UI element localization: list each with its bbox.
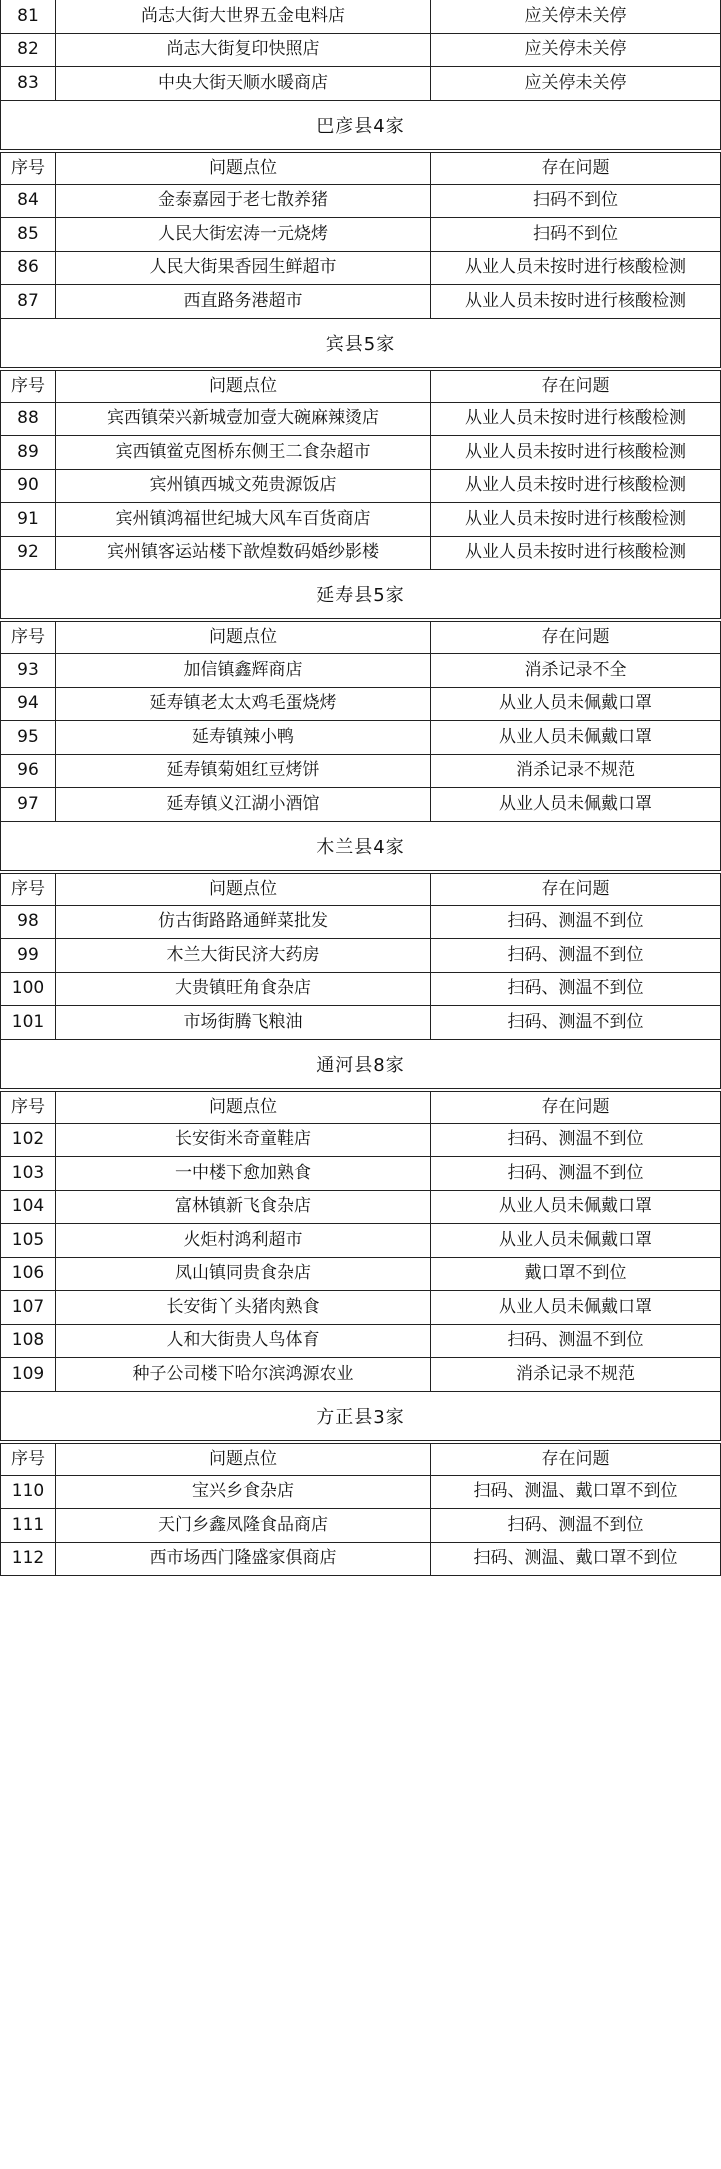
- table-row: [0, 1358, 721, 1392]
- row-location: 人民大街宏涛一元烧烤: [56, 218, 431, 251]
- table-row: [0, 939, 721, 973]
- row-number: 87: [1, 285, 56, 318]
- table-row: [0, 503, 721, 537]
- row-location: 长安街丫头猪肉熟食: [56, 1291, 431, 1324]
- header-num: 序号: [1, 1444, 56, 1475]
- row-location: 大贵镇旺角食杂店: [56, 973, 431, 1006]
- row-location: 宾州镇鸿福世纪城大风车百货商店: [56, 503, 431, 536]
- table-row: [0, 1191, 721, 1225]
- row-issue: 应关停未关停: [524, 5, 627, 26]
- row-issue: 消杀记录不全: [524, 659, 627, 680]
- row-issue: 从业人员未按时进行核酸检测: [465, 290, 686, 311]
- row-number: 101: [1, 1006, 56, 1039]
- county-section-title: 延寿县5家: [0, 570, 721, 619]
- table-row: [0, 1476, 721, 1510]
- header-num: 序号: [1, 874, 56, 905]
- row-number: 99: [1, 939, 56, 972]
- row-number: 96: [1, 755, 56, 788]
- row-number: 103: [1, 1157, 56, 1190]
- row-issue: 扫码不到位: [533, 223, 618, 244]
- row-location: 加信镇鑫辉商店: [56, 654, 431, 687]
- table-row: [0, 67, 721, 101]
- table-row: [0, 1258, 721, 1292]
- row-issue: 应关停未关停: [524, 39, 627, 60]
- row-location: 西直路务港超市: [56, 285, 431, 318]
- table-row: [0, 1543, 721, 1577]
- row-location: 市场街腾飞粮油: [56, 1006, 431, 1039]
- row-number: 107: [1, 1291, 56, 1324]
- row-location: 宾西镇荣兴新城壹加壹大碗麻辣烫店: [56, 403, 431, 436]
- row-number: 112: [1, 1543, 56, 1576]
- table-row: [0, 218, 721, 252]
- header-issue: 存在问题: [541, 627, 610, 647]
- row-number: 95: [1, 721, 56, 754]
- row-issue: 扫码、测温不到位: [507, 1162, 644, 1183]
- row-number: 89: [1, 436, 56, 469]
- county-section-title: 通河县8家: [0, 1040, 721, 1089]
- table-header-row: [0, 152, 721, 185]
- row-location: 木兰大街民济大药房: [56, 939, 431, 972]
- row-number: 91: [1, 503, 56, 536]
- county-section-title: 宾县5家: [0, 319, 721, 368]
- table-header-row: [0, 370, 721, 403]
- row-issue: 从业人员未佩戴口罩: [499, 726, 652, 747]
- table-row: [0, 1157, 721, 1191]
- table-row: [0, 1509, 721, 1543]
- row-location: 宾西镇鲎克图桥东侧王二食杂超市: [56, 436, 431, 469]
- row-location: 火炬村鸿利超市: [56, 1224, 431, 1257]
- header-issue: 存在问题: [541, 375, 610, 396]
- row-number: 111: [1, 1509, 56, 1542]
- row-issue: 戴口罩不到位: [524, 1263, 627, 1284]
- row-number: 108: [1, 1325, 56, 1358]
- row-number: 94: [1, 688, 56, 721]
- header-num: 序号: [1, 622, 56, 653]
- row-number: 100: [1, 973, 56, 1006]
- row-issue: 扫码、测温、戴口罩不到位: [473, 1481, 678, 1502]
- row-location: 延寿镇菊姐红豆烤饼: [56, 755, 431, 788]
- table-row: [0, 185, 721, 219]
- row-issue: 从业人员未佩戴口罩: [499, 793, 652, 814]
- row-issue: 从业人员未佩戴口罩: [499, 1296, 652, 1317]
- row-issue: 从业人员未佩戴口罩: [499, 693, 652, 714]
- row-location: 延寿镇老太太鸡毛蛋烧烤: [56, 688, 431, 721]
- table-row: [0, 755, 721, 789]
- table-row: [0, 1325, 721, 1359]
- header-location: 问题点位: [56, 371, 431, 402]
- row-issue: 从业人员未按时进行核酸检测: [465, 408, 686, 429]
- row-number: 92: [1, 537, 56, 570]
- header-num: 序号: [1, 153, 56, 184]
- header-issue: 存在问题: [541, 157, 610, 178]
- table-row: [0, 285, 721, 319]
- row-location: 人民大街果香园生鲜超市: [56, 252, 431, 285]
- row-number: 93: [1, 654, 56, 687]
- table-row: [0, 906, 721, 940]
- table-row: [0, 688, 721, 722]
- row-number: 97: [1, 788, 56, 821]
- row-number: 88: [1, 403, 56, 436]
- table-header-row: [0, 873, 721, 906]
- table-row: [0, 0, 721, 34]
- row-issue: 扫码、测温不到位: [507, 911, 644, 932]
- table-row: [0, 34, 721, 68]
- row-issue: 消杀记录不规范: [516, 1363, 635, 1384]
- header-num: 序号: [1, 371, 56, 402]
- row-location: 种子公司楼下哈尔滨鸿源农业: [56, 1358, 431, 1391]
- row-location: 尚志大街复印快照店: [56, 34, 431, 67]
- row-location: 中央大街天顺水暖商店: [56, 67, 431, 100]
- row-issue: 应关停未关停: [524, 72, 627, 93]
- row-number: 110: [1, 1476, 56, 1509]
- table-row: [0, 1006, 721, 1040]
- table-row: [0, 470, 721, 504]
- row-location: 金泰嘉园于老七散养猪: [56, 185, 431, 218]
- header-issue: 存在问题: [541, 878, 610, 899]
- row-issue: 扫码、测温不到位: [507, 944, 644, 965]
- row-location: 宾州镇客运站楼下歆煌数码婚纱影楼: [56, 537, 431, 570]
- row-issue: 从业人员未按时进行核酸检测: [465, 542, 686, 563]
- row-location: 富林镇新飞食杂店: [56, 1191, 431, 1224]
- row-issue: 扫码、测温不到位: [507, 1129, 644, 1150]
- row-location: 西市场西门隆盛家俱商店: [56, 1543, 431, 1576]
- header-location: 问题点位: [56, 622, 431, 653]
- table-row: [0, 1291, 721, 1325]
- row-issue: 扫码、测温不到位: [507, 1514, 644, 1535]
- header-issue: 存在问题: [541, 1448, 610, 1469]
- row-number: 102: [1, 1124, 56, 1157]
- row-issue: 扫码、测温不到位: [507, 1330, 644, 1351]
- row-issue: 扫码、测温不到位: [507, 978, 644, 999]
- table-row: [0, 252, 721, 286]
- table-row: [0, 654, 721, 688]
- row-number: 104: [1, 1191, 56, 1224]
- row-issue: 从业人员未按时进行核酸检测: [465, 475, 686, 496]
- row-number: 85: [1, 218, 56, 251]
- table-row: [0, 1124, 721, 1158]
- county-section-title: 巴彦县4家: [0, 101, 721, 150]
- row-issue: 从业人员未按时进行核酸检测: [465, 441, 686, 462]
- row-location: 长安街米奇童鞋店: [56, 1124, 431, 1157]
- header-location: 问题点位: [56, 874, 431, 905]
- table-row: [0, 1224, 721, 1258]
- table-header-row: [0, 1091, 721, 1124]
- row-number: 90: [1, 470, 56, 503]
- row-issue: 从业人员未佩戴口罩: [499, 1229, 652, 1250]
- row-number: 83: [1, 67, 56, 100]
- table-row: [0, 436, 721, 470]
- row-location: 仿古街路路通鲜菜批发: [56, 906, 431, 939]
- row-location: 凤山镇同贵食杂店: [56, 1258, 431, 1291]
- table-header-row: [0, 1443, 721, 1476]
- row-number: 109: [1, 1358, 56, 1391]
- row-number: 105: [1, 1224, 56, 1257]
- row-number: 84: [1, 185, 56, 218]
- row-issue: 从业人员未佩戴口罩: [499, 1196, 652, 1217]
- header-location: 问题点位: [56, 153, 431, 184]
- table-row: [0, 973, 721, 1007]
- row-issue: 消杀记录不规范: [516, 760, 635, 781]
- header-num: 序号: [1, 1092, 56, 1123]
- header-issue: 存在问题: [541, 1096, 610, 1117]
- row-number: 98: [1, 906, 56, 939]
- row-location: 人和大街贵人鸟体育: [56, 1325, 431, 1358]
- header-location: 问题点位: [56, 1092, 431, 1123]
- county-section-title: 木兰县4家: [0, 822, 721, 871]
- row-number: 86: [1, 252, 56, 285]
- row-issue: 扫码不到位: [533, 190, 618, 211]
- row-issue: 从业人员未按时进行核酸检测: [465, 508, 686, 529]
- row-location: 尚志大街大世界五金电料店: [56, 0, 431, 33]
- row-issue: 扫码、测温、戴口罩不到位: [473, 1548, 678, 1569]
- row-number: 82: [1, 34, 56, 67]
- table-row: [0, 403, 721, 437]
- row-issue: 从业人员未按时进行核酸检测: [465, 257, 686, 278]
- row-number: 81: [1, 0, 56, 33]
- row-location: 宝兴乡食杂店: [56, 1476, 431, 1509]
- table-row: [0, 537, 721, 571]
- table-row: [0, 721, 721, 755]
- row-number: 106: [1, 1258, 56, 1291]
- row-location: 一中楼下愈加熟食: [56, 1157, 431, 1190]
- row-location: 天门乡鑫凤隆食品商店: [56, 1509, 431, 1542]
- row-location: 宾州镇西城文苑贵源饭店: [56, 470, 431, 503]
- row-location: 延寿镇义江湖小酒馆: [56, 788, 431, 821]
- table-row: [0, 788, 721, 822]
- row-issue: 扫码、测温不到位: [507, 1011, 644, 1032]
- county-section-title: 方正县3家: [0, 1392, 721, 1441]
- table-header-row: [0, 621, 721, 654]
- row-location: 延寿镇辣小鸭: [56, 721, 431, 754]
- header-location: 问题点位: [56, 1444, 431, 1475]
